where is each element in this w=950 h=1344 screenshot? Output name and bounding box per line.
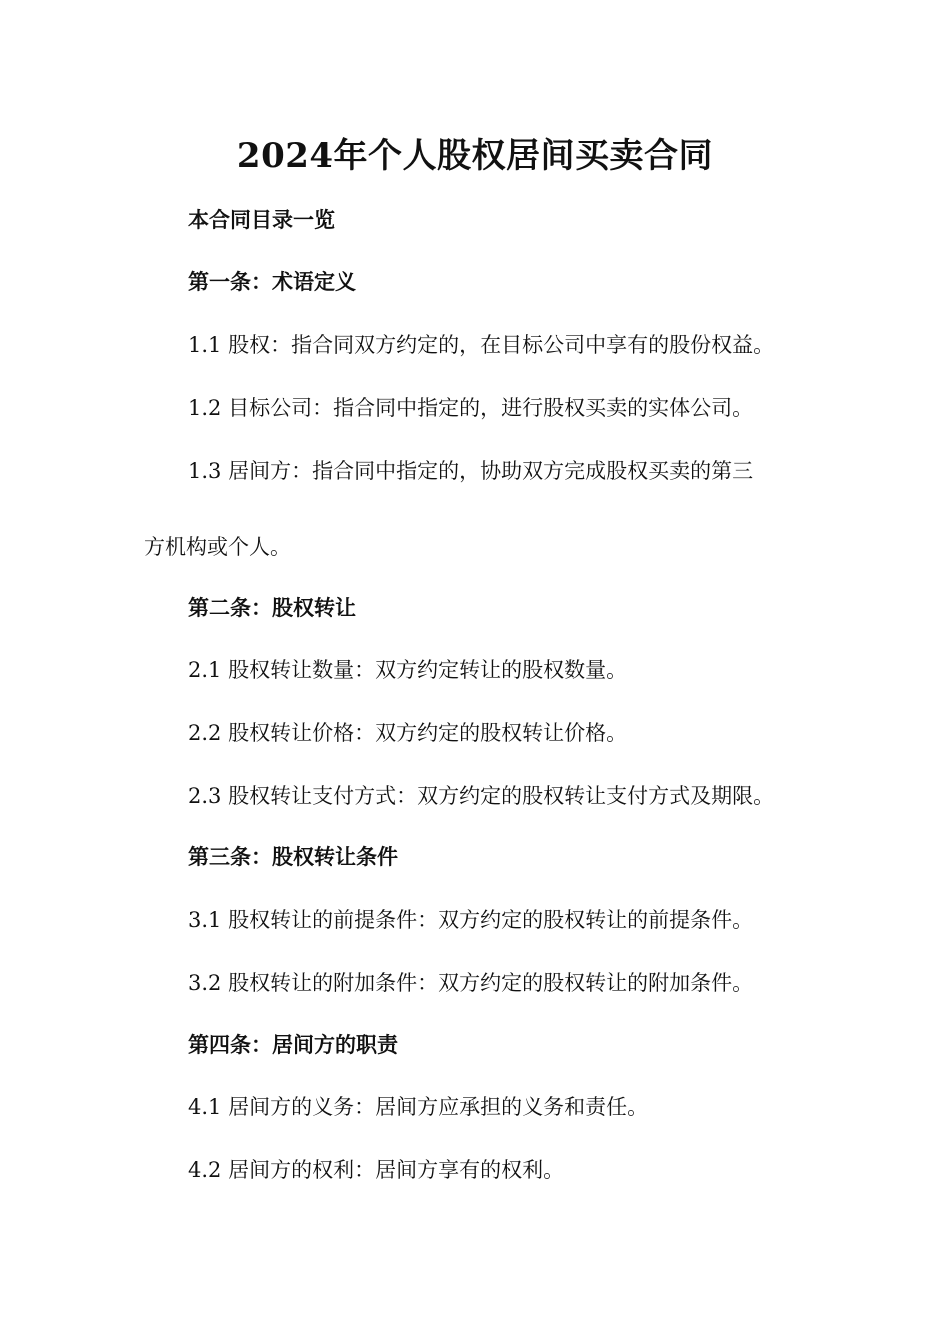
section-heading-1: 第一条：术语定义 [188, 269, 356, 294]
clause-1-3: 1.3 居间方：指合同中指定的，协助双方完成股权买卖的第三 [188, 459, 754, 483]
clause-1-2: 1.2 目标公司：指合同中指定的，进行股权买卖的实体公司。 [188, 396, 754, 420]
section-heading-2: 第二条：股权转让 [188, 595, 356, 620]
clause-2-1: 2.1 股权转让数量：双方约定转让的股权数量。 [188, 658, 628, 682]
section-heading-3: 第三条：股权转让条件 [188, 844, 398, 869]
clause-3-1: 3.1 股权转让的前提条件：双方约定的股权转让的前提条件。 [188, 908, 754, 932]
section-heading-4: 第四条：居间方的职责 [188, 1032, 398, 1057]
toc-heading: 本合同目录一览 [188, 207, 335, 232]
clause-1-1: 1.1 股权：指合同双方约定的，在目标公司中享有的股份权益。 [188, 333, 775, 357]
clause-2-3: 2.3 股权转让支付方式：双方约定的股权转让支付方式及期限。 [188, 784, 775, 808]
document-title: 2024年个人股权居间买卖合同 [236, 136, 714, 176]
clause-4-2: 4.2 居间方的权利：居间方享有的权利。 [188, 1158, 565, 1182]
clause-1-3-continued: 方机构或个人。 [144, 535, 291, 559]
clause-2-2: 2.2 股权转让价格：双方约定的股权转让价格。 [188, 721, 628, 745]
clause-4-1: 4.1 居间方的义务：居间方应承担的义务和责任。 [188, 1095, 649, 1119]
clause-3-2: 3.2 股权转让的附加条件：双方约定的股权转让的附加条件。 [188, 971, 754, 995]
